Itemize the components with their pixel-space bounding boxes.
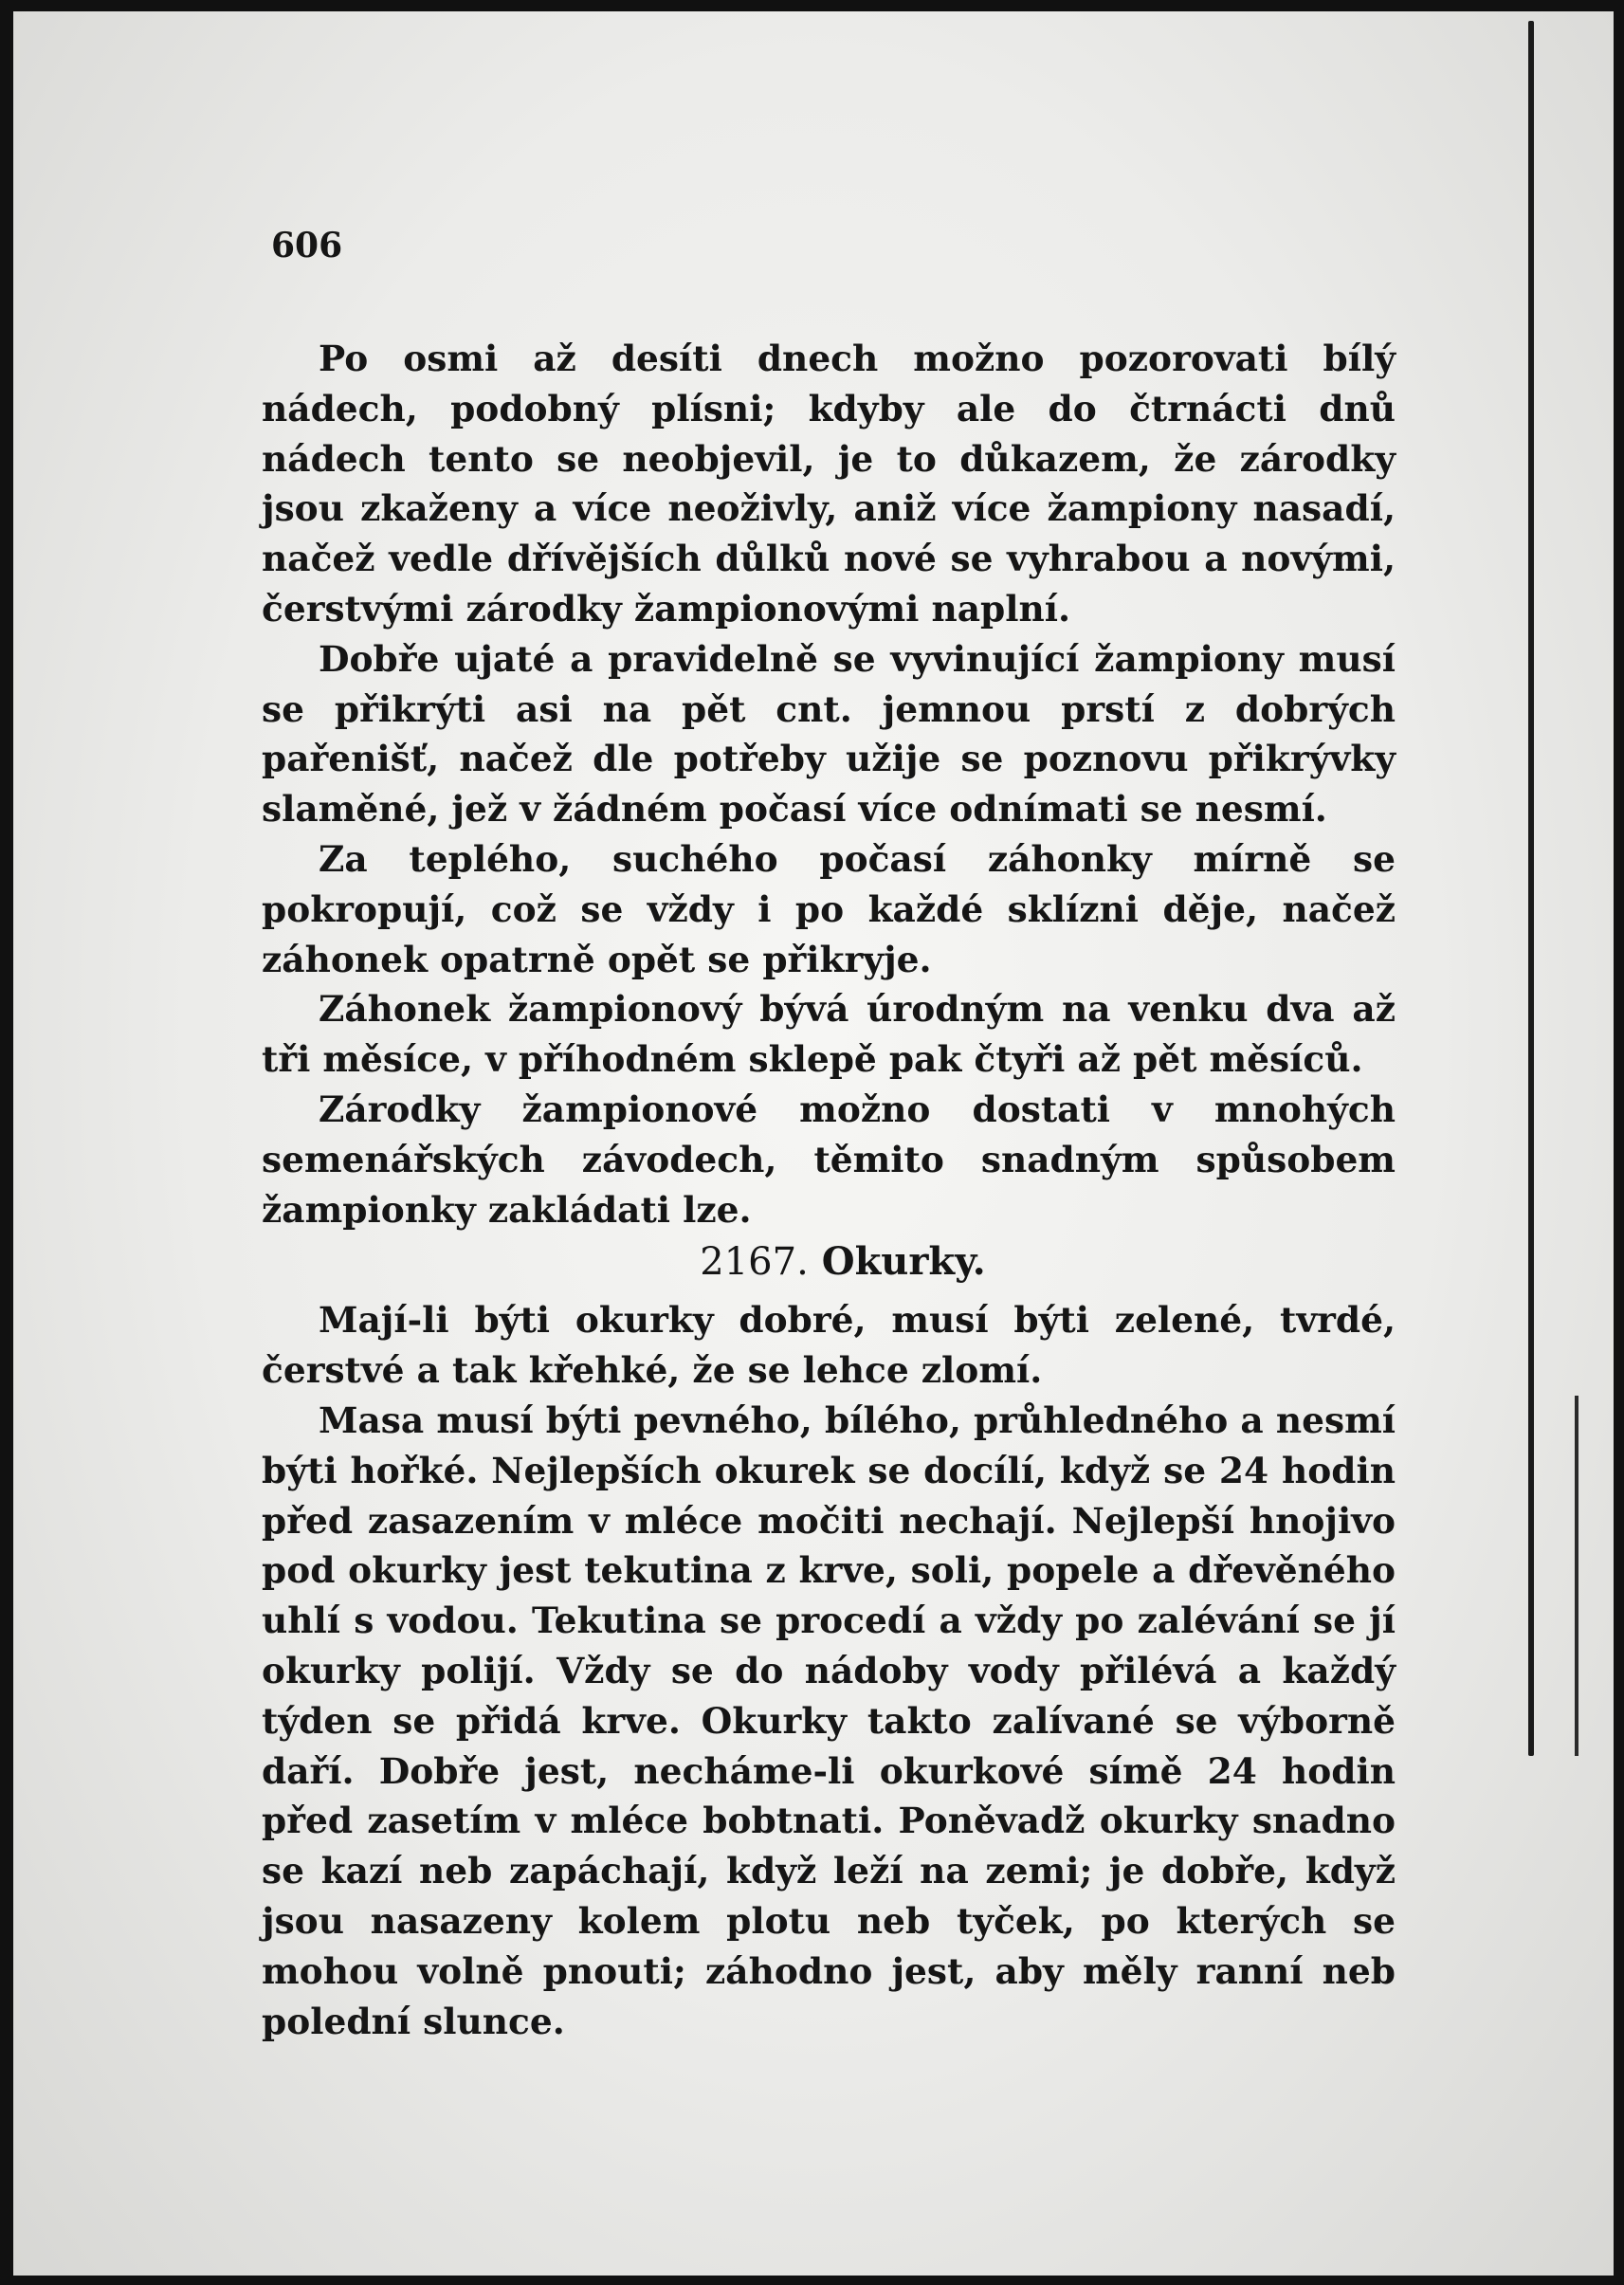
paragraph: Po osmi až desíti dnech možno pozorovati bílý nádech, podobný plísni; kdyby ale do čtrnácti dnů nádech tento se neobjevil, je to důkazem, že zárodky jsou zkaženy a více neoživly, aniž více žampiony nasadí, načež vedle dřívějších důlků nové se vyhrabou a novými, čerstvými zárodky žampionovými naplní. xyxy=(262,338,1396,630)
page-edge-shadow-lower xyxy=(1575,1396,1578,1756)
paragraph: Mají-li býti okurky dobré, musí býti zelené, tvrdé, čerstvé a tak křehké, že se lehce zlomí. xyxy=(262,1299,1396,1392)
section-number: 2167. xyxy=(700,1240,809,1285)
paragraph: Záhonek žampionový bývá úrodným na venku dva až tři měsíce, v příhodném sklepě pak čtyři až pět měsíců. xyxy=(262,988,1396,1081)
section-title: Okurky. xyxy=(821,1239,986,1285)
paragraph: Masa musí býti pevného, bílého, průhledného a nesmí býti hořké. Nejlepších okurek se docílí, když se 24 hodin před zasazením v mléce močiti nechají. Nejlepší hnojivo pod okurky jest tekutina z krve, soli, popele a dřevěného uhlí s vodou. Tekutina se procedí a vždy po zalévání se jí okurky polijí. Vždy se do nádoby vody přilévá a každý týden se přidá krve. Okurky takto zalívané se výborně daří. Dobře jest, necháme-li okurkové símě 24 hodin před zasetím v mléce bobtnati. Poněvadž okurky snadno se kazí neb zapáchají, když leží na zemi; je dobře, když jsou nasazeny kolem plotu neb tyček, po kterých se mohou volně pnouti; záhodno jest, aby měly ranní neb polední slunce. xyxy=(262,1398,1396,2042)
section-heading xyxy=(262,1234,1396,1289)
paragraph: Za teplého, suchého počasí záhonky mírně se pokropují, což se vždy i po každé sklízni děje, načež záhonek opatrně opět se přikryje. xyxy=(262,837,1396,980)
paragraph: Zárodky žampionové možno dostati v mnohých semenářských závodech, těmito snadným spůsobem žampionky zakládati lze. xyxy=(262,1088,1396,1231)
page-number: 606 xyxy=(271,226,343,265)
body-text xyxy=(262,222,1396,2046)
page-edge-shadow xyxy=(1528,21,1534,1756)
paragraph: Dobře ujaté a pravidelně se vyvinující žampiony musí se přikrýti asi na pět cnt. jemnou prstí z dobrých pařenišť, načež dle potřeby užije se poznovu přikrývky slaměné, jež v žádném počasí více odnímati se nesmí. xyxy=(262,637,1396,831)
book-page xyxy=(13,11,1614,2276)
